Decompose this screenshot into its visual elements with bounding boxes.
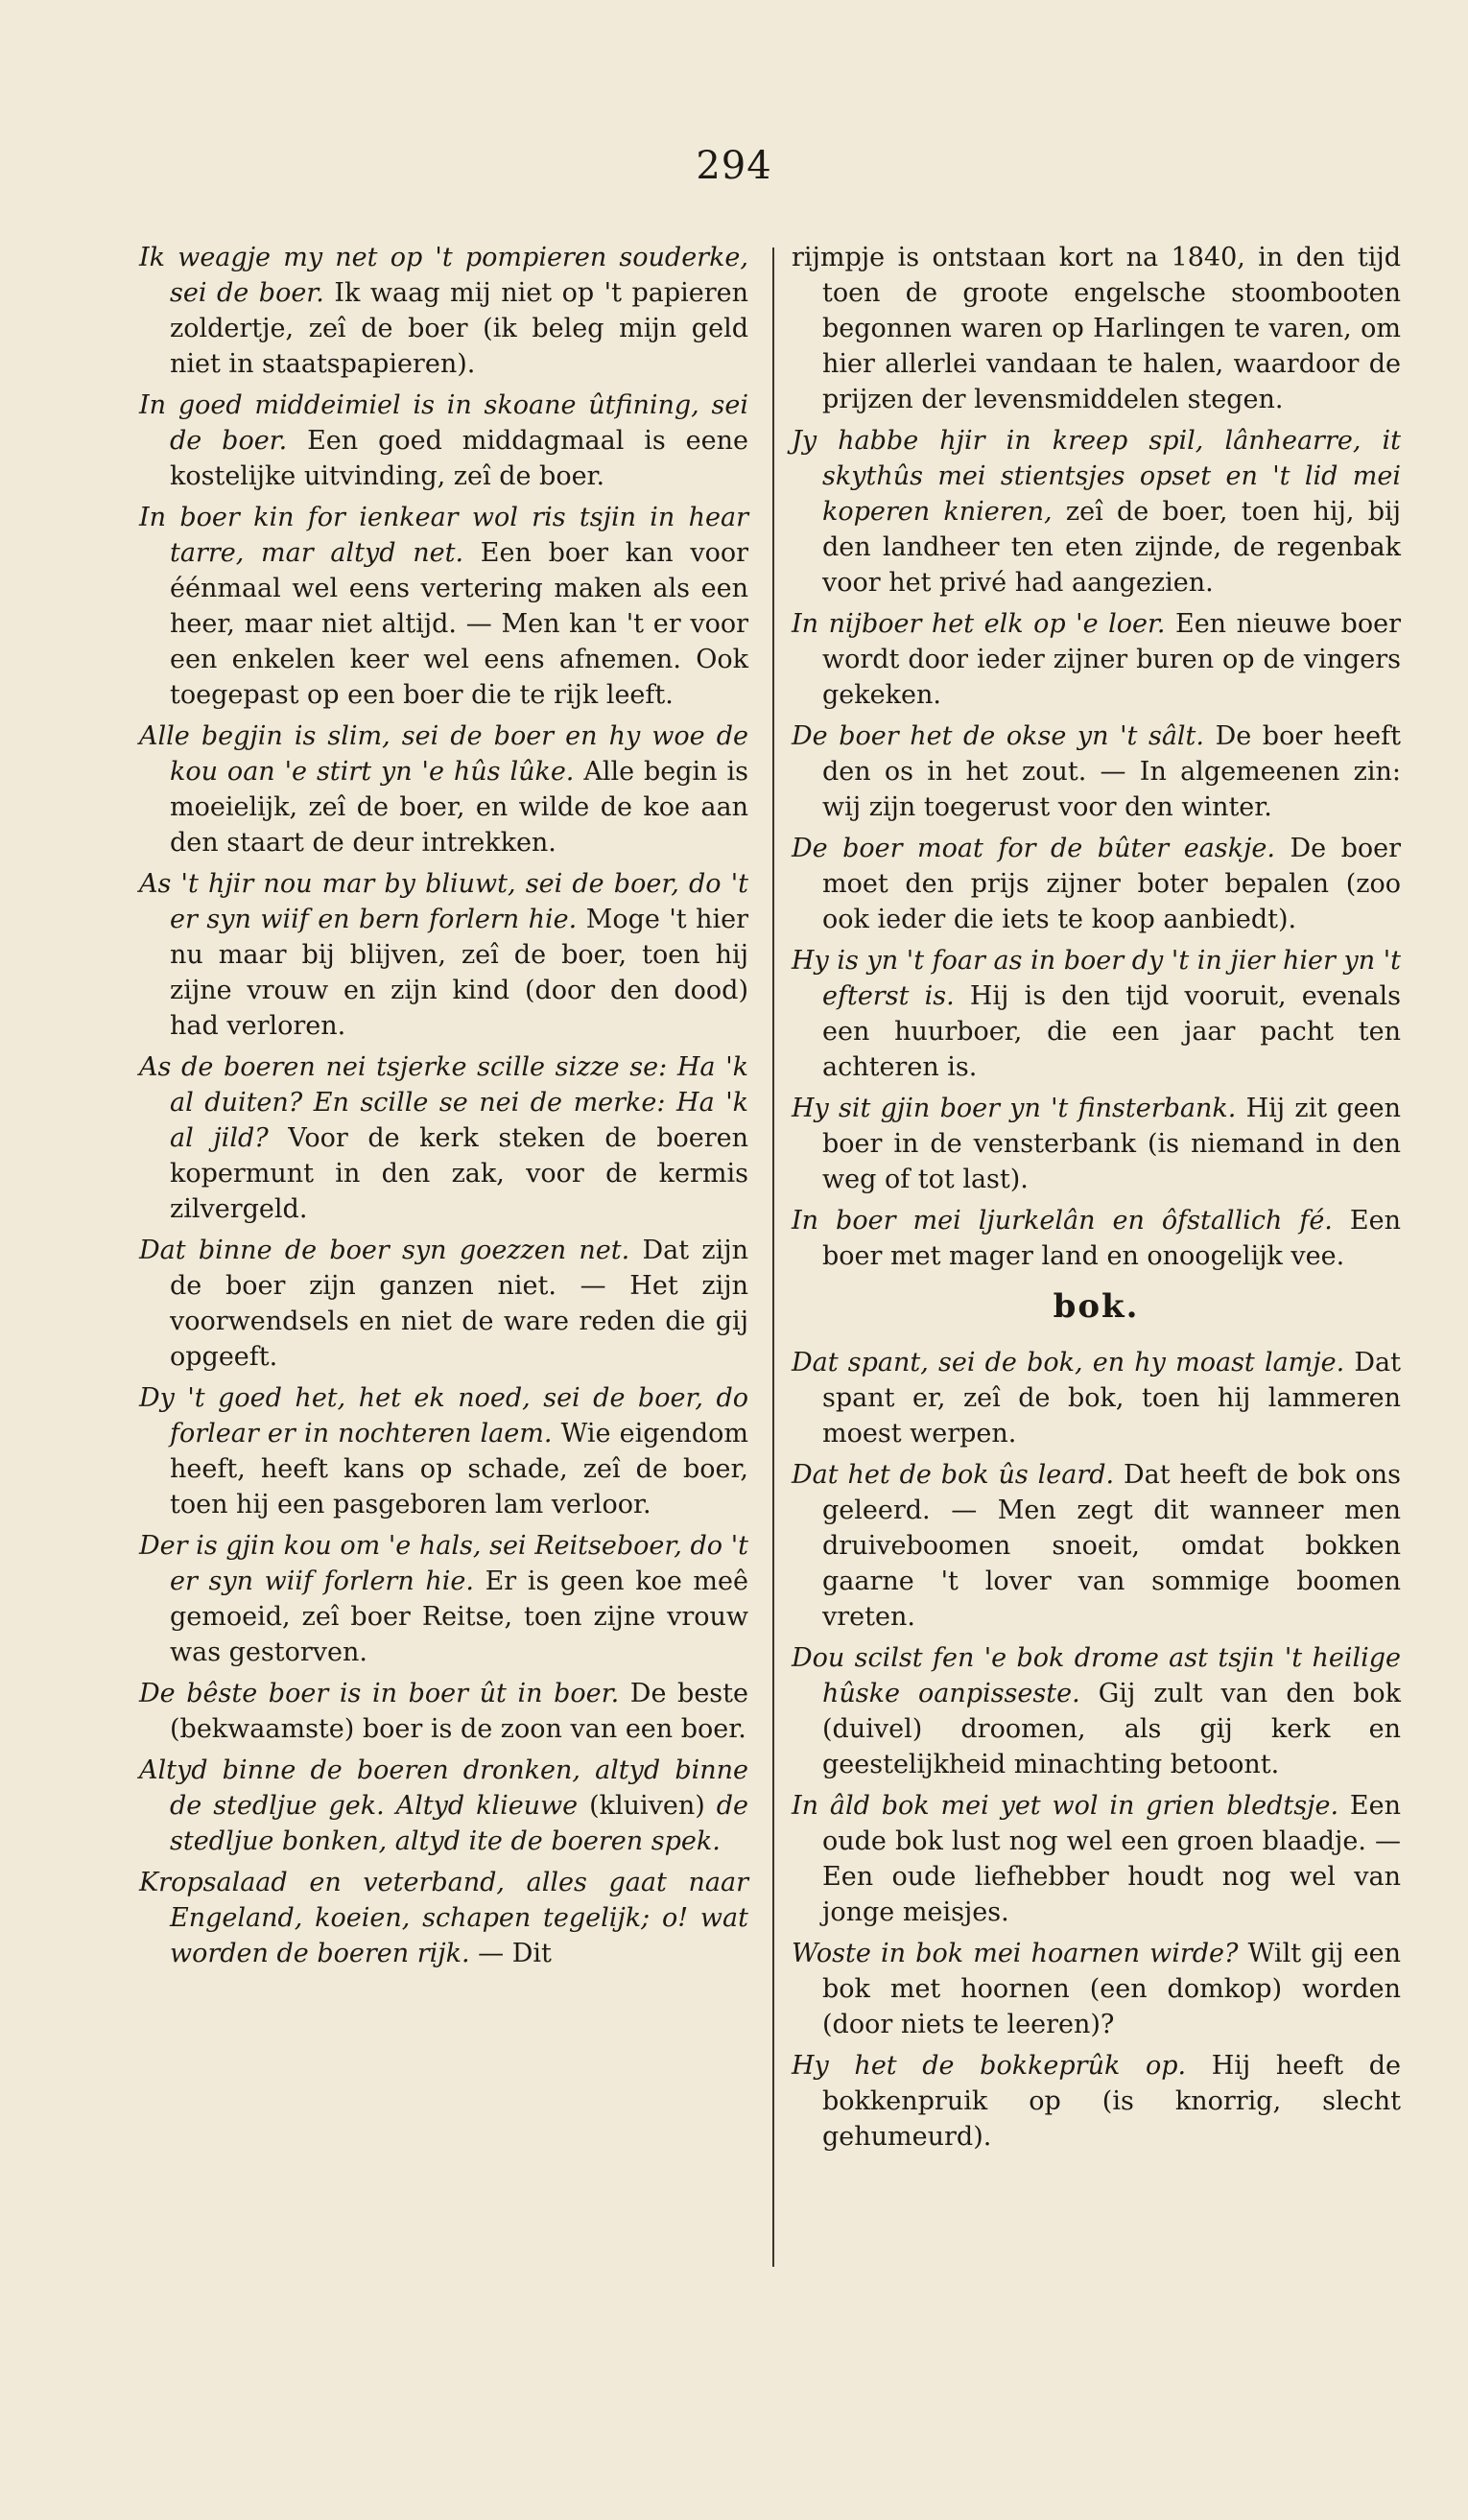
frisian-proverb: De bêste boer is in boer ût in boer.: [139, 1679, 620, 1708]
section-heading: bok.: [1053, 1287, 1140, 1326]
page-number: 294: [696, 144, 772, 188]
left-column: [139, 240, 748, 1977]
proverb-entry: [792, 423, 1401, 601]
frisian-proverb: In goed middeimiel is in skoane ûtfining, sei de boer.: [139, 390, 748, 456]
proverb-entry: [792, 1640, 1401, 1782]
dutch-translation: Hij zit geen boer in de vensterbank (is niemand in den weg of tot last).: [822, 1094, 1402, 1194]
dutch-translation: Gij zult van den bok (duivel) droomen, als gij kerk en geestelijkheid minachting betoont.: [822, 1679, 1401, 1779]
proverb-entry: [139, 1865, 748, 1971]
dutch-translation: Een goed middagmaal is eene kostelijke uitvinding, zeî de boer.: [170, 426, 748, 491]
proverb-entry: [792, 1457, 1401, 1635]
dutch-translation: Een boer met mager land en onoogelijk vee.: [822, 1206, 1401, 1271]
right-column: [792, 240, 1401, 2160]
dutch-translation: Alle begin is moeielijk, zeî de boer, en wilde de koe aan den staart de deur intrekken.: [170, 757, 748, 858]
right-column-entries: [792, 240, 1401, 1274]
proverb-entry: [139, 1753, 748, 1859]
frisian-proverb: As de boeren nei tsjerke scille sizze se: Ha 'k al duiten? En scille se nei de merke: Ha 'k al jild?: [139, 1052, 748, 1153]
dutch-translation: Dat spant er, zeî de bok, toen hij lammeren moest werpen.: [822, 1348, 1401, 1448]
frisian-proverb: Woste in bok mei hoarnen wirde?: [792, 1939, 1239, 1968]
proverb-entry: [792, 718, 1401, 825]
proverb-entry: [792, 1345, 1401, 1451]
proverb-entry: [139, 1528, 748, 1670]
proverb-entry: [792, 606, 1401, 713]
dutch-translation: Moge 't hier nu maar bij blijven, zeî de boer, toen hij zijne vrouw en zijn kind (door den dood) had verloren.: [170, 905, 748, 1041]
dutch-translation: Voor de kerk steken de boeren kopermunt in den zak, voor de kermis zilvergeld.: [170, 1123, 748, 1224]
frisian-proverb: Alle begjin is slim, sei de boer en hy woe de kou oan 'e stirt yn 'e hûs lûke.: [139, 721, 748, 787]
frisian-proverb: Kropsalaad en veterband, alles gaat naar Engeland, koeien, schapen tegelijk; o! wat worden de boeren rijk.: [139, 1868, 748, 1968]
frisian-proverb: Hy sit gjin boer yn 't finsterbank.: [792, 1094, 1237, 1123]
frisian-proverb: Der is gjin kou om 'e hals, sei Reitseboer, do 't er syn wiif forlern hie.: [139, 1531, 748, 1596]
frisian-proverb: As 't hjir nou mar by bliuwt, sei de boer, do 't er syn wiif en bern forlern hie.: [139, 869, 748, 934]
proverb-entry: [139, 1676, 748, 1747]
frisian-proverb: Dat spant, sei de bok, en hy moast lamje.: [792, 1348, 1345, 1378]
proverb-entry: [139, 1049, 748, 1227]
frisian-proverb: Dou scilst fen 'e bok drome ast tsjin 't heilige hûske oanpisseste.: [792, 1643, 1401, 1708]
dutch-translation: Wie eigendom heeft, heeft kans op schade, zeî de boer, toen hij een pasgeboren lam verloor.: [170, 1419, 749, 1519]
bok-entries: [792, 1345, 1401, 2155]
frisian-proverb: Hy het de bokkeprûk op.: [792, 2051, 1187, 2081]
frisian-proverb: Dy 't goed het, het ek noed, sei de boer, do forlear er in nochteren laem.: [139, 1383, 748, 1448]
frisian-proverb: In âld bok mei yet wol in grien bledtsje.: [792, 1791, 1339, 1821]
frisian-proverb: In nijboer het elk op 'e loer.: [792, 609, 1166, 639]
dutch-translation: Hij heeft de bokkenpruik op (is knorrig, slecht gehumeurd).: [822, 2051, 1401, 2152]
dutch-translation: Een nieuwe boer wordt door ieder zijner buren op de vingers gekeken.: [822, 609, 1401, 710]
proverb-entry: [792, 1788, 1401, 1930]
dutch-translation: Een boer kan voor éénmaal wel eens vertering maken als een heer, maar niet altijd. — Men kan 't er voor een enkelen keer wel eens afnemen. Ook toegepast op een boer die te rijk leeft.: [170, 538, 748, 710]
proverb-entry: [792, 1936, 1401, 2042]
dutch-translation: Een oude bok lust nog wel een groen blaadje. — Een oude liefhebber houdt nog wel van jonge meisjes.: [822, 1791, 1401, 1927]
dutch-translation: Er is geen koe meê gemoeid, zeî boer Reitse, toen zijne vrouw was gestorven.: [170, 1566, 748, 1667]
dutch-translation: (kluiven): [578, 1791, 717, 1821]
dutch-translation: Wilt gij een bok met hoornen (een domkop) worden (door niets te leeren)?: [822, 1939, 1401, 2039]
frisian-proverb: De boer het de okse yn 't sâlt.: [792, 721, 1204, 751]
frisian-proverb: De boer moat for de bûter easkje.: [792, 834, 1275, 863]
proverb-entry: [139, 388, 748, 494]
dutch-translation: — Dit: [469, 1939, 552, 1968]
proverb-entry: [139, 240, 748, 382]
dutch-translation: De boer moet den prijs zijner boter bepalen (zoo ook ieder die iets te koop aanbiedt).: [822, 834, 1401, 934]
frisian-proverb: Ik weagje my net op 't pompieren souderke, sei de boer.: [139, 243, 748, 308]
proverb-entry: [792, 1203, 1401, 1274]
proverb-entry: [139, 1233, 748, 1375]
proverb-entry: [792, 1091, 1401, 1197]
dutch-translation: Ik waag mij niet op 't papieren zoldertje, zeî de boer (ik beleg mijn geld niet in staatspapieren).: [170, 278, 748, 379]
dutch-translation: Dat heeft de bok ons geleerd. — Men zegt dit wanneer men druiveboomen snoeit, omdat bokken gaarne 't lover van sommige boomen vreten.: [822, 1460, 1401, 1632]
dutch-translation: Dat zijn de boer zijn ganzen niet. — Het zijn voorwendsels en niet de ware reden die gij opgeeft.: [170, 1236, 748, 1372]
dutch-translation: De beste (bekwaamste) boer is de zoon van een boer.: [170, 1679, 748, 1744]
frisian-proverb: Jy habbe hjir in kreep spil, lânhearre, it skythûs mei stientsjes opset en 't lid mei koperen knieren,: [792, 426, 1401, 527]
dutch-translation: rijmpje is ontstaan kort na 1840, in den tijd toen de groote engelsche stoombooten begonnen waren op Harlingen te varen, om hier allerlei vandaan te halen, waardoor de prijzen der levensmiddelen stegen.: [792, 243, 1401, 414]
proverb-entry: [139, 1380, 748, 1522]
frisian-proverb: Dat binne de boer syn goezzen net.: [139, 1236, 630, 1265]
frisian-proverb: de stedljue bonken, altyd ite de boeren spek.: [170, 1791, 748, 1856]
frisian-proverb: Altyd binne de boeren dronken, altyd binne de stedljue gek. Altyd klieuwe: [139, 1755, 748, 1821]
proverb-entry: [792, 240, 1401, 417]
proverb-entry: [139, 718, 748, 860]
dutch-translation: De boer heeft den os in het zout. — In algemeenen zin: wij zijn toegerust voor den winter.: [822, 721, 1401, 822]
proverb-entry: [792, 943, 1401, 1085]
proverb-entry: [792, 831, 1401, 937]
proverb-entry: [792, 2048, 1401, 2155]
frisian-proverb: Hy is yn 't foar as in boer dy 't in jier hier yn 't efterst is.: [792, 946, 1401, 1011]
proverb-entry: [139, 866, 748, 1044]
frisian-proverb: In boer mei ljurkelân en ôfstallich fé.: [792, 1206, 1333, 1236]
frisian-proverb: In boer kin for ienkear wol ris tsjin in hear tarre, mar altyd net.: [139, 503, 748, 568]
dutch-translation: Hij is den tijd vooruit, evenals een huurboer, die een jaar pacht ten achteren is.: [822, 981, 1401, 1082]
column-divider: [772, 247, 774, 2267]
frisian-proverb: Dat het de bok ûs leard.: [792, 1460, 1115, 1490]
proverb-entry: [139, 500, 748, 713]
dutch-translation: zeî de boer, toen hij, bij den landheer ten eten zijnde, de regenbak voor het privé had aangezien.: [822, 497, 1401, 598]
